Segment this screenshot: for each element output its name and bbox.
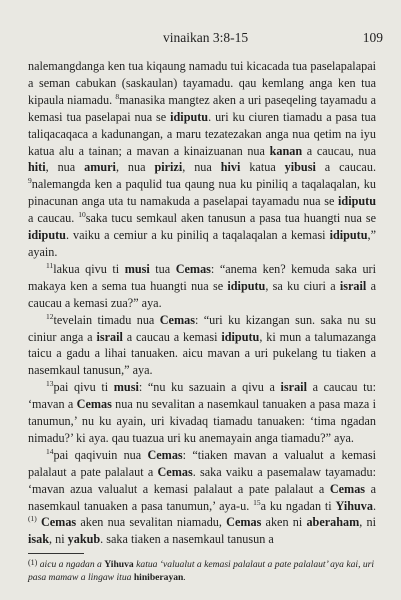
text-run: lakua qivu ti xyxy=(53,261,125,276)
proper-term: idiputu xyxy=(227,278,266,293)
verse-number: 13 xyxy=(46,379,54,389)
proper-term: Cemas xyxy=(226,515,262,530)
page-header xyxy=(0,30,401,50)
text-run: manasika mangtez aken a uri paseqeling tayamadu a kemasi tua paselapai nua se xyxy=(28,92,376,124)
proper-term: yakub xyxy=(67,532,101,547)
text-run: katua ‘valualut a kemasi palalaut a pate palalaut’ aya kai, uri pasa mamaw a lingaw itua xyxy=(28,559,375,583)
proper-term: idiputu xyxy=(170,109,209,124)
text-run: tevelain timadu nua xyxy=(53,312,160,327)
page-number: 109 xyxy=(362,30,383,45)
proper-term: israil xyxy=(339,278,367,293)
text-run: , ki mun a talumazanga taicu a gadu a lihai tanuaken. aicu mavan a uri pukelang tu tiaken a nasemkaul tanusun,” aya. xyxy=(28,329,376,378)
verse-number: 12 xyxy=(46,311,54,321)
proper-term: Cemas xyxy=(159,312,195,327)
text-run: ,” ayain. xyxy=(28,228,376,259)
proper-term: musi xyxy=(113,380,139,395)
paragraph-2 xyxy=(28,261,376,312)
proper-term: Yihuva xyxy=(335,498,373,513)
text-run: a nasemkaul tanuaken a pasa tanumun,’ aya-u. xyxy=(28,481,376,513)
proper-term: Cemas xyxy=(329,481,366,496)
text-run: pai qivu ti xyxy=(53,380,114,395)
text-run: tua xyxy=(149,261,176,276)
footnote-text xyxy=(28,559,374,583)
proper-term: kanan xyxy=(269,143,303,158)
proper-term: musi xyxy=(124,261,150,276)
verse-number: 15 xyxy=(253,497,261,507)
verse-number: 11 xyxy=(46,260,54,270)
paragraph-1 xyxy=(28,58,376,261)
text-run: a caucau tu: ‘mavan a xyxy=(28,380,376,412)
text-run: . uri ku ciuren tiamadu a pasa tua taliqacaqaca a kadunangan, a maru tezatezakan anga nua qetim na iyu katua alu a tainan; a mavan a kinaizuanan nua xyxy=(28,109,377,158)
text-run: nalemangdanga ken tua kiqaung namadu tui kicacada tua paselapalapai a seman cabukan (saskaulan) tayamadu. qau kemlang anga ken tua kipaula niamadu. xyxy=(28,59,376,107)
text-run: . vaiku a cemiur a ku piniliq a taqalaqalan a kemasi xyxy=(65,228,330,243)
proper-term: amuri xyxy=(84,160,116,175)
proper-term: idiputu xyxy=(221,329,260,344)
verse-number: 10 xyxy=(78,210,86,220)
proper-term: yibusi xyxy=(284,160,316,175)
text-run: a caucau. xyxy=(315,160,376,175)
text-run: : “uri ku kizangan sun. saka nu su ciniur anga a xyxy=(28,312,376,344)
verse-number: (1) xyxy=(28,514,37,524)
running-title: vinaikan 3:8-15 xyxy=(163,30,249,45)
text-run: : “nu ku sazuain a qivu a xyxy=(138,380,281,395)
proper-term: Yihuva xyxy=(104,559,134,570)
text-run: katua xyxy=(240,160,285,175)
proper-term: Cemas xyxy=(147,447,183,462)
proper-term: Cemas xyxy=(175,261,211,276)
footnote-marker: (1) xyxy=(28,558,38,567)
proper-term: aberaham xyxy=(306,515,360,530)
text-run: a caucau, nua xyxy=(302,143,376,158)
proper-term: idiputu xyxy=(28,228,66,243)
text-run: . saka tiaken a nasemkaul tanusun a xyxy=(100,532,274,547)
proper-term: idiputu xyxy=(338,194,376,209)
proper-term: Cemas xyxy=(40,515,77,530)
proper-term: hiniberayan xyxy=(133,571,184,583)
text-run: , ni xyxy=(49,532,68,547)
footnote xyxy=(28,557,376,584)
text-run: , nua xyxy=(45,160,85,175)
text-run: , nua xyxy=(115,160,155,175)
paragraph-5 xyxy=(28,447,376,548)
proper-term: idiputu xyxy=(329,228,368,243)
text-run: nalemangda ken a paqulid tua qaung nua ku piniliq a taqalaqalan, ku pinacunan anga uta tu namakuda a paselapai tayamadu nua se xyxy=(28,177,376,209)
footnote-divider xyxy=(28,553,84,554)
verse-number: 14 xyxy=(46,446,54,456)
text-run: , sa ku ciuri a xyxy=(265,278,340,293)
verse-number: 9 xyxy=(28,176,32,186)
verse-number: 8 xyxy=(115,91,120,101)
proper-term: pirizi xyxy=(154,160,183,175)
text-run: a caucau a kemasi zua?” aya. xyxy=(28,278,376,310)
body-text xyxy=(28,58,376,548)
proper-term: hiti xyxy=(28,160,46,175)
proper-term: hivi xyxy=(220,160,241,175)
text-run: nua nu sevalitan a nasemkaul tanuaken a pasa maza i tanumun,’ nu ku ayain, uri kivadaq tiamadu tanuaken: ‘tima ngadan nimadu?’ ki aya. qau tuazua uri ku anemayain anga tiamadu?” aya. xyxy=(28,397,376,445)
proper-term: Cemas xyxy=(157,464,193,479)
text-run: aken ni xyxy=(261,515,307,530)
paragraph-4 xyxy=(28,379,376,447)
paragraph-3 xyxy=(28,312,376,380)
text-run: . saka vaiku a pasemalaw tayamadu: ‘mavan azua valualut a kemasi palalaut a pate palalaut a xyxy=(28,464,376,496)
text-run: a caucau a kemasi xyxy=(122,329,222,344)
text-run: , nua xyxy=(182,160,221,175)
text-run: : “tiaken mavan a valualut a kemasi palalaut a pate palalaut a xyxy=(28,447,376,479)
proper-term: isak xyxy=(28,532,50,547)
text-run: . xyxy=(183,571,186,583)
text-run: aicu a ngadan a xyxy=(37,559,105,570)
proper-term: israil xyxy=(96,329,123,344)
proper-term: Cemas xyxy=(76,397,112,412)
text-run: a caucau. xyxy=(28,211,79,226)
proper-term: israil xyxy=(280,380,307,395)
text-run: pai qaqivuin nua xyxy=(53,447,148,462)
text-run: . xyxy=(372,498,376,513)
text-run: aken nua sevalitan niamadu, xyxy=(76,515,227,530)
text-run: a ku ngadan ti xyxy=(260,498,336,513)
text-run: saka tucu semkaul aken tanusun a pasa tua huangti nua se xyxy=(85,211,376,226)
text-run: : “anema ken? kemuda saka uri makaya ken a sema tua huangti nua se xyxy=(28,261,376,293)
text-run: , ni xyxy=(359,515,376,530)
